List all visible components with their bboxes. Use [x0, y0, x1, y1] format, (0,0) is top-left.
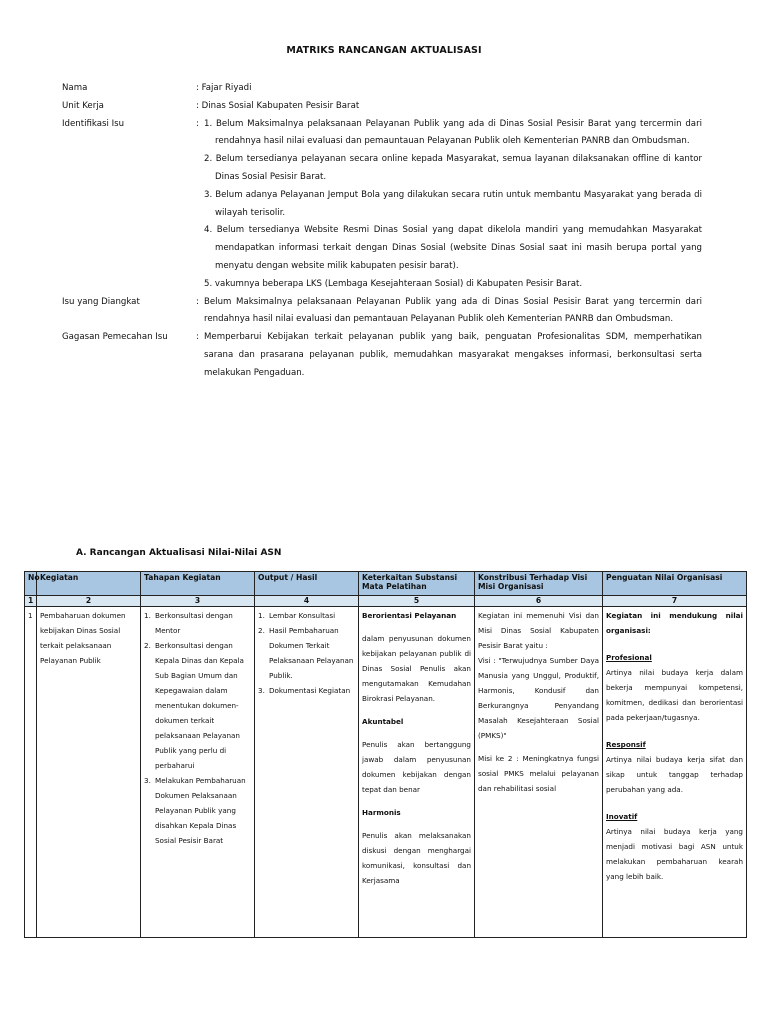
isu-colon: :	[196, 118, 199, 129]
penguatan-heading: Inovatif	[606, 812, 638, 821]
col-number: 2	[37, 596, 141, 607]
nama-label: Nama	[62, 83, 88, 93]
identity-block	[62, 80, 702, 383]
gagasan-row	[62, 329, 702, 382]
cell-kontribusi	[475, 607, 603, 938]
list-number: 1.	[144, 611, 151, 620]
col-number: 7	[603, 596, 747, 607]
header-tahapan: Tahapan Kegiatan	[141, 572, 255, 596]
cell-no: 1	[25, 607, 37, 938]
list-item	[258, 608, 355, 623]
gagasan-value: Memperbarui Kebijakan terkait pelayanan publik yang baik, penguatan Profesionalitas SDM, memperhatikan sarana dan prasarana pelayanan publik, memudahkan masyarakat mengakses informasi, berkonsultasi serta melakukan Pengaduan.	[204, 332, 702, 378]
diangkat-label: Isu yang Diangkat	[62, 296, 140, 307]
col-number: 5	[359, 596, 475, 607]
col-number: 6	[475, 596, 603, 607]
list-item	[258, 683, 355, 698]
list-text: Dokumentasi Kegiatan	[269, 686, 351, 695]
diangkat-row	[62, 294, 702, 330]
isu-item: 4. Belum tersedianya Website Resmi Dinas Sosial yang dapat dikelola mandiri yang memudahkan Masyarakat mendapatkan informasi terkait dengan Dinas Sosial (website Dinas Sosial saat ini masih berupa portal yang menyatu dengan website milik kabupaten pesisir barat).	[204, 225, 702, 271]
diangkat-colon: :	[196, 296, 199, 307]
isu-item: 5. vakumnya beberapa LKS (Lembaga Kesejahteraan Sosial) di Kabupaten Pesisir Barat.	[204, 278, 583, 289]
nama-row	[62, 80, 702, 98]
col-number: 4	[255, 596, 359, 607]
list-number: 3.	[258, 686, 265, 695]
unit-value: : Dinas Sosial Kabupaten Pesisir Barat	[196, 100, 360, 111]
col-number: 3	[141, 596, 255, 607]
penguatan-text: Artinya nilai budaya kerja sifat dan sikap untuk tanggap terhadap perubahan yang ada.	[606, 755, 743, 794]
kontribusi-misi: Misi ke 2 : Meningkatnya fungsi sosial PMKS melalui pelayanan dan rehabilitasi sosial	[478, 754, 599, 793]
isu-item: 3. Belum adanya Pelayanan Jemput Bola yang dilakukan secara rutin untuk membantu Masyarakat yang berada di wilayah terisolir.	[204, 189, 702, 218]
output-list	[258, 608, 355, 698]
cell-tahapan	[141, 607, 255, 938]
gagasan-label: Gagasan Pemecahan Isu	[62, 332, 168, 343]
header-kontribusi: Konstribusi Terhadap Visi Misi Organisasi	[475, 572, 603, 596]
unit-row	[62, 98, 702, 116]
list-item	[144, 608, 251, 638]
header-no: No	[25, 572, 37, 596]
cell-penguatan	[603, 607, 747, 938]
document-title: MATRIKS RANCANGAN AKTUALISASI	[286, 45, 482, 56]
list-text: Melakukan Pembaharuan Dokumen Pelaksanaan Pelayanan Publik yang disahkan Kepala Dinas Sosial Pesisir Barat	[155, 776, 246, 845]
isu-row	[62, 116, 702, 294]
table-header-row	[25, 572, 747, 596]
list-text: Berkonsultasi dengan Kepala Dinas dan Kepala Sub Bagian Umum dan Kepegawaian dalam menentukan dokumen-dokumen terkait pelaksanaan Pelayanan Publik yang perlu di perbaharui	[155, 641, 244, 770]
substansi-text: Penulis akan melaksanakan diskusi dengan menghargai komunikasi, konsultasi dan Kerjasama	[362, 831, 471, 885]
table-number-row	[25, 596, 747, 607]
substansi-heading: Akuntabel	[362, 717, 404, 726]
cell-substansi	[359, 607, 475, 938]
unit-label: Unit Kerja	[62, 100, 104, 111]
kontribusi-text: Kegiatan ini memenuhi Visi dan Misi Dinas Sosial Kabupaten Pesisir Barat yaitu :	[478, 611, 599, 650]
header-substansi: Keterkaitan Substansi Mata Pelatihan	[359, 572, 475, 596]
section-title: A. Rancangan Aktualisasi Nilai-Nilai ASN	[76, 548, 282, 558]
isu-label: Identifikasi Isu	[62, 118, 125, 129]
list-item	[258, 623, 355, 683]
penguatan-intro: Kegiatan ini mendukung nilai organisasi:	[606, 611, 743, 635]
penguatan-text: Artinya nilai budaya kerja yang menjadi motivasi bagi ASN untuk melakukan pembaharuan kearah yang lebih baik.	[606, 827, 743, 881]
header-output: Output / Hasil	[255, 572, 359, 596]
list-text: Hasil Pembaharuan Dokumen Terkait Pelaksanaan Pelayanan Publik.	[269, 626, 354, 680]
list-text: Berkonsultasi dengan Mentor	[155, 611, 233, 635]
diangkat-value: Belum Maksimalnya pelaksanaan Pelayanan Publik yang ada di Dinas Sosial Pesisir Barat yang tercermin dari rendahnya hasil nilai evaluasi dan pemantauan Pelayanan Publik oleh Kementerian PANRB dan Ombudsman.	[204, 296, 702, 325]
kontribusi-visi: Visi : "Terwujudnya Sumber Daya Manusia yang Unggul, Produktif, Harmonis, Kondusif dan Berkurangnya Penyandang Masalah Kesejahteraan Sosial (PMKS)"	[478, 656, 599, 740]
substansi-text: dalam penyusunan dokumen kebijakan pelayanan publik di Dinas Sosial Penulis akan mengutamakan Kemudahan Birokrasi Pelayanan.	[362, 634, 471, 703]
list-number: 3.	[144, 776, 151, 785]
nama-value: : Fajar Riyadi	[196, 83, 252, 93]
col-number: 1	[25, 596, 37, 607]
list-number: 2.	[258, 626, 265, 635]
cell-output	[255, 607, 359, 938]
isu-list	[204, 116, 702, 294]
tahapan-list	[144, 608, 251, 848]
substansi-text: Penulis akan bertanggung jawab dalam penyusunan dokumen kebijakan dengan tepat dan benar	[362, 740, 471, 794]
list-item	[144, 638, 251, 773]
list-item	[144, 773, 251, 848]
gagasan-colon: :	[196, 332, 199, 343]
table-row	[25, 607, 747, 938]
cell-kegiatan: Pembaharuan dokumen kebijakan Dinas Sosial terkait pelaksanaan Pelayanan Publik	[37, 607, 141, 938]
header-penguatan: Penguatan Nilai Organisasi	[603, 572, 747, 596]
substansi-heading: Harmonis	[362, 808, 401, 817]
penguatan-text: Artinya nilai budaya kerja dalam bekerja mempunyai kompetensi, komitmen, dedikasi dan berorientasi pada pekerjaan/tugasnya.	[606, 668, 743, 722]
isu-item: 1. Belum Maksimalnya pelaksanaan Pelayanan Publik yang ada di Dinas Sosial Pesisir Barat yang tercermin dari rendahnya hasil nilai evaluasi dan pemauntauan Pelayanan Publik oleh Kementerian PANRB dan Ombudsman.	[204, 118, 702, 147]
list-number: 2.	[144, 641, 151, 650]
penguatan-heading: Responsif	[606, 740, 646, 749]
aktualisasi-table	[24, 571, 747, 938]
penguatan-heading: Profesional	[606, 653, 652, 662]
isu-item: 2. Belum tersedianya pelayanan secara online kepada Masyarakat, semua layanan dilaksanakan offline di kantor Dinas Sosial Pesisir Barat.	[204, 154, 702, 182]
header-kegiatan: Kegiatan	[37, 572, 141, 596]
substansi-heading: Berorientasi Pelayanan	[362, 611, 457, 620]
list-text: Lembar Konsultasi	[269, 611, 336, 620]
list-number: 1.	[258, 611, 265, 620]
